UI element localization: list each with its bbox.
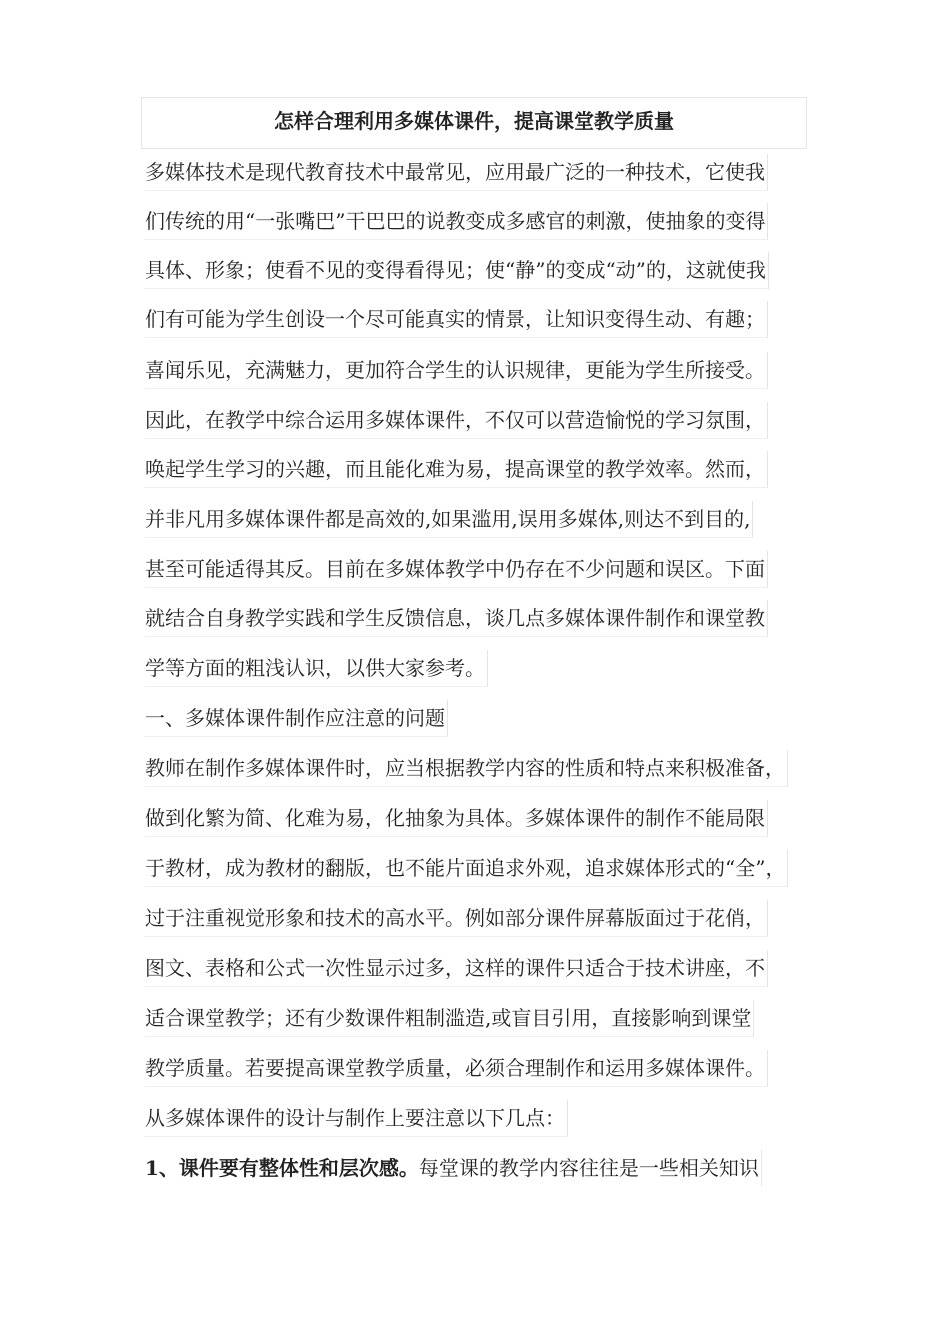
paragraph-line: 教师在制作多媒体课件时，应当根据教学内容的性质和特点来积极准备， (145, 750, 788, 787)
paragraph-line: 适合课堂教学；还有少数课件粗制滥造,或盲目引用，直接影响到课堂 (145, 1000, 754, 1037)
paragraph-line: 多媒体技术是现代教育技术中最常见，应用最广泛的一种技术，它使我 (145, 154, 768, 191)
document-title: 怎样合理利用多媒体课件，提高课堂教学质量 (274, 109, 674, 133)
paragraph-line: 做到化繁为简、化难为易，化抽象为具体。多媒体课件的制作不能局限 (145, 800, 768, 837)
paragraph-line: 并非凡用多媒体课件都是高效的,如果滥用,误用多媒体,则达不到目的, (145, 501, 753, 538)
paragraph-line: 过于注重视觉形象和技术的高水平。例如部分课件屏幕版面过于花俏， (145, 900, 768, 937)
point-line (145, 1150, 762, 1186)
paragraph-line: 甚至可能适得其反。目前在多媒体教学中仍存在不少问题和误区。下面 (145, 551, 768, 588)
paragraph-line: 学等方面的粗浅认识，以供大家参考。 (145, 650, 488, 687)
point-text: 每堂课的教学内容往往是一些相关知识 (418, 1156, 759, 1180)
paragraph-line: 们有可能为学生创设一个尽可能真实的情景，让知识变得生动、有趣； (145, 301, 768, 338)
paragraph-line: 唤起学生学习的兴趣，而且能化难为易，提高课堂的教学效率。然而， (145, 451, 768, 488)
point-heading: 1、课件要有整体性和层次感。 (145, 1156, 419, 1180)
paragraph-line: 图文、表格和公式一次性显示过多，这样的课件只适合于技术讲座，不 (145, 950, 768, 987)
section-heading: 一、多媒体课件制作应注意的问题 (145, 700, 448, 737)
paragraph-line: 具体、形象；使看不见的变得看得见；使“静”的变成“动”的，这就使我 (145, 252, 769, 289)
paragraph-line: 于教材，成为教材的翻版，也不能片面追求外观，追求媒体形式的“全”， (145, 850, 788, 887)
paragraph-line: 们传统的用“一张嘴巴”干巴巴的说教变成多感官的刺激，使抽象的变得 (145, 203, 768, 240)
paragraph-line: 因此，在教学中综合运用多媒体课件，不仅可以营造愉悦的学习氛围， (145, 402, 768, 439)
paragraph-line: 教学质量。若要提高课堂教学质量，必须合理制作和运用多媒体课件。 (145, 1050, 768, 1087)
paragraph-line: 从多媒体课件的设计与制作上要注意以下几点： (145, 1100, 568, 1137)
paragraph-line: 喜闻乐见，充满魅力，更加符合学生的认识规律，更能为学生所接受。 (145, 352, 768, 389)
paragraph-line: 就结合自身教学实践和学生反馈信息，谈几点多媒体课件制作和课堂教 (145, 600, 768, 637)
